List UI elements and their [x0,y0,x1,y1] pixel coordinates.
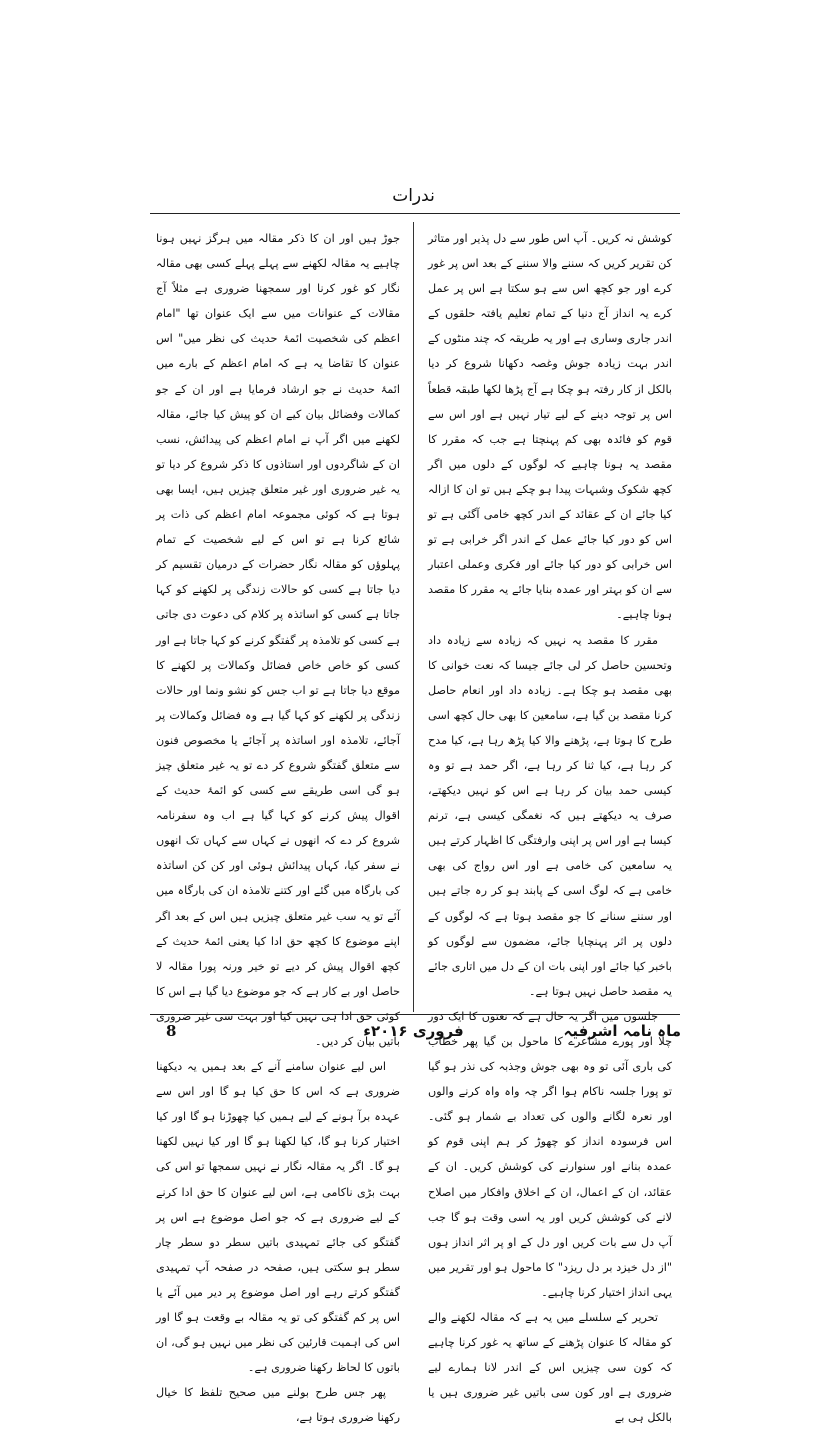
column-divider [413,222,414,1012]
left-paragraph-3: پھر جس طرح بولنے میں صحیح تلفظ کا خیال رکھنا ضروری ہوتا ہے، [156,1386,400,1425]
left-column [156,226,400,1425]
footer-magazine-name: ماہ نامہ اشرفیہ [563,1022,681,1040]
page-number: 8 [166,1022,177,1040]
left-paragraph-1: جوڑ ہیں اور ان کا ذکر مقالہ میں ہرگز نہیں ہونا چاہیے یہ مقالہ لکھنے سے پہلے پہلے کسی بھی مقالہ نگار کو غور کرنا اور سمجھنا ضروری ہے مثلاً آج مقالات کے عنوانات میں سے ایک عنوان تھا "امام اعظم کی شخصیت ائمۂ حدیث کی نظر میں" اس عنوان کا تقاضا یہ ہے کہ امام اعظم کے بارے میں ائمۂ حدیث نے جو ارشاد فرمایا ہے اور ان کے جو کمالات وفضائل بیان کیے ان کو پیش کیا جائے، مقالہ لکھنے میں اگر آپ نے امام اعظم کی پیدائش، نسب ان کے شاگردوں اور استاذوں کا ذکر شروع کر دیا تو یہ غیر ضروری اور غیر متعلق چیزیں ہیں، ایسا بھی ہوتا ہے کہ کوئی مجموعہ امام اعظم کی ذات پر شائع کرنا ہے تو اس کے لیے شخصیت کے تمام پہلوؤں کو مقالہ نگار حضرات کے درمیان تقسیم کر دیا جاتا ہے کسی کو حالات زندگی پر لکھنے کو کہا جاتا ہے کسی کو اساتذہ پر کلام کی دعوت دی جاتی ہے کسی کو تلامذہ پر گفتگو کرنے کو کہا جاتا ہے اور کسی کو خاص خاص فضائل وکمالات پر لکھنے کا موقع دیا جاتا ہے تو اب جس کو نشو ونما اور حالات زندگی پر لکھنے کو کہا گیا ہے وہ فضائل وکمالات پر آجائے، تلامذہ اور اساتذہ پر آجائے یا مخصوص فنون سے متعلق گفتگو شروع کر دے تو یہ غیر متعلق چیز ہو گی اسی طریقے سے کسی کو ائمۂ حدیث کے اقوال پیش کرنے کو کہا گیا ہے اب وہ سفرنامہ شروع کر دے کہ انھوں نے کہاں سے کہاں تک انھوں نے سفر کیا، کہاں پیدائش ہوئی اور کن کن اساتذہ کی بارگاہ میں گئے اور کتنے تلامذہ ان کی بارگاہ میں آئے تو یہ سب غیر متعلق چیزیں ہیں اس کے بعد اگر اپنے موضوع کا کچھ حق ادا کیا یعنی ائمۂ حدیث کے کچھ اقوال پیش کر دیے تو خیر ورنہ پورا مقالہ لا حاصل اور بے کار ہے کہ جو موضوع دیا گیا ہے اس کا کوئی حق ادا ہی نہیں کیا اور بہت سی غیر ضروری باتیں بیان کر دیں۔ [156,232,400,1048]
footer-divider [150,1014,680,1015]
right-paragraph-1: کوشش نہ کریں۔ آپ اس طور سے دل پذیر اور متاثر کن تقریر کریں کہ سننے والا سننے کے بعد اس پر غور کرے اور جو کچھ اس سے ہو سکتا ہے اس پر عمل کرے یہ انداز آج دنیا کے تمام تعلیم یافتہ حلقوں کے اندر جاری وساری ہے اور یہ طریقہ کہ چند منٹوں کے اندر بہت زیادہ جوش وغصہ دکھانا شروع کر دیا بالکل از کار رفتہ ہو چکا ہے آج پڑھا لکھا طبقہ قطعاً اس پر توجہ دینے کے لیے تیار نہیں ہے اور اس سے قوم کو فائدہ بھی کم پہنچتا ہے جب کہ مقرر کا مقصد یہ ہونا چاہیے کہ لوگوں کے دلوں میں اگر کچھ شکوک وشبہات پیدا ہو چکے ہیں تو ان کا ازالہ کیا جائے ان کے عقائد کے اندر کچھ خامی آگئی ہے تو اس کو دور کیا جائے عمل کے اندر اگر خرابی ہے تو اس خرابی کو دور کیا جائے اور فکری وعملی اعتبار سے ان کو بہتر اور عمدہ بنایا جائے یہ مقرر کا مقصد ہونا چاہیے۔ [428,232,672,622]
right-paragraph-2: مقرر کا مقصد یہ نہیں کہ زیادہ سے زیادہ داد وتحسین حاصل کر لی جائے جیسا کہ نعت خوانی کا بھی مقصد ہو چکا ہے۔ زیادہ داد اور انعام حاصل کرنا مقصد بن گیا ہے، سامعین کا بھی حال کچھ اسی طرح کا ہوتا ہے، پڑھنے والا کیا پڑھ رہا ہے، کیا مدح کر رہا ہے، کیا ثنا کر رہا ہے، اگر حمد ہے تو وہ کیسی حمد بیان کر رہا ہے اس کو نہیں دیکھتے، صرف یہ دیکھتے ہیں کہ نغمگی کیسی ہے، ترنم کیسا ہے اور اس پر اپنی وارفتگی کا اظہار کرتے ہیں یہ سامعین کی خامی ہے اور اس رواج کی بھی خامی ہے کہ لوگ اسی کے پابند ہو کر رہ جاتے ہیں اور سننے سنانے کا جو مقصد ہوتا ہے کہ لوگوں کے دلوں پر اثر پہنچایا جائے، مضمون سے لوگوں کو باخبر کیا جائے اور اپنی بات ان کے دل میں اتاری جائے یہ مقصد حاصل نہیں ہوتا ہے۔ [428,633,672,998]
right-paragraph-3: جلسوں میں اگر یہ حال ہے کہ نعتوں کا ایک دور چلا اور پورے مشاعرے کا ماحول بن گیا پھر خطاب کی باری آئی تو وہ بھی جوش وجذبہ کی نذر ہو گیا تو پورا جلسہ ناکام ہوا اگر چہ واہ واہ کرنے والوں اور نعرہ لگانے والوں کی تعداد بے شمار ہو گئی۔ اس فرسودہ انداز کو چھوڑ کر ہم اپنی قوم کو عمدہ بنانے اور سنوارنے کی کوشش کریں۔ ان کے عقائد، ان کے اعمال، ان کے اخلاق وافکار میں اصلاح لانے کی کوشش کریں اور یہ اسی وقت ہو گا جب آپ دل سے بات کریں اور دل کے او پر اثر انداز ہوں "از دل خیزد بر دل ریزد" کا ماحول ہو اور تقریر میں یہی انداز اختیار کرنا چاہیے۔ [428,1009,672,1299]
left-paragraph-2: اس لیے عنوان سامنے آنے کے بعد ہمیں یہ دیکھنا ضروری ہے کہ اس کا حق کیا ہو گا اور اس سے عہدہ برآ ہونے کے لیے ہمیں کیا چھوڑنا ہو گا اور کیا اختیار کرنا ہو گا، کیا لکھنا ہو گا اور کیا نہیں لکھنا ہو گا۔ اگر یہ مقالہ نگار نے نہیں سمجھا تو اس کی بہت بڑی ناکامی ہے، اس لیے عنوان کا حق ادا کرنے کے لیے ضروری ہے کہ جو اصل موضوع ہے اس پر گفتگو کی جائے تمہیدی باتیں سطر دو سطر چار سطر ہو سکتی ہیں، صفحہ در صفحہ آپ تمہیدی گفتگو کرتے رہے اور اصل موضوع پر دیر میں آئے یا اس پر کم گفتگو کی تو یہ مقالہ بے وقعت ہو گا اور اس کی اہمیت قارئین کی نظر میں نہیں ہو گی، ان باتوں کا لحاظ رکھنا ضروری ہے۔ [156,1060,400,1375]
page-header-title: ندرات [392,186,435,206]
right-paragraph-4: تحریر کے سلسلے میں یہ ہے کہ مقالہ لکھنے والے کو مقالہ کا عنوان پڑھنے کے ساتھ یہ غور کرنا چاہیے کہ کون سی چیزیں اس کے اندر لانا ہمارے لیے ضروری ہے اور کون سی باتیں غیر ضروری ہیں یا بالکل ہی بے [428,1311,672,1425]
footer-date-wrap [0,1022,827,1048]
header-divider [150,213,680,214]
footer-date: فروری ۲۰۱۶ء [363,1022,464,1040]
